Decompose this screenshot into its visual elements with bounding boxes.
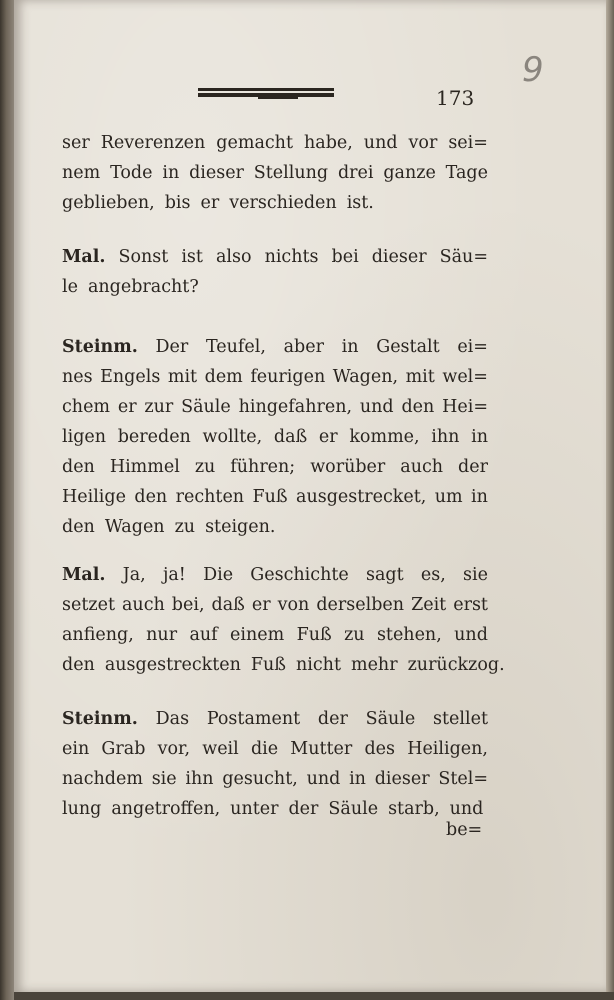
page-edge [606, 0, 614, 1000]
text-line: chem er zur Säule hingefahren, und den Hei= [62, 397, 488, 417]
text-line: ein Grab vor, weil die Mutter des Heiligen, [62, 739, 488, 759]
text-line: den ausgestreckten Fuß nicht mehr zurückzog. [62, 655, 505, 675]
speaker-name: Mal. [62, 247, 106, 267]
text-line: den Wagen zu steigen. [62, 517, 276, 537]
text-line: Mal. Ja, ja! Die Geschichte sagt es, sie [62, 560, 488, 590]
paragraph [62, 128, 488, 218]
text-line: Steinm. Der Teufel, aber in Gestalt ei= [62, 332, 488, 362]
text-line: lung angetroffen, unter der Säule starb, und [62, 799, 484, 819]
text-line: nem Tode in dieser Stellung drei ganze Tage [62, 163, 488, 183]
page-number: 173 [436, 86, 475, 110]
pencil-annotation: 9 [522, 50, 544, 90]
text-line: ligen bereden wollte, daß er komme, ihn in [62, 427, 488, 447]
speaker-name: Mal. [62, 565, 106, 585]
text-line: setzet auch bei, daß er von derselben Zeit erst [62, 595, 488, 615]
text-line: geblieben, bis er verschieden ist. [62, 193, 374, 213]
paragraph [62, 704, 488, 824]
text-line: Heilige den rechten Fuß ausgestrecket, um in [62, 487, 488, 507]
page-bottom-edge [14, 992, 614, 1000]
text-line: Steinm. Das Postament der Säule stellet [62, 704, 488, 734]
text-line: nes Engels mit dem feurigen Wagen, mit wel= [62, 367, 488, 387]
speaker-name: Steinm. [62, 337, 138, 357]
text-line: den Himmel zu führen; worüber auch der [62, 457, 488, 477]
header-ornament-rule [198, 88, 334, 100]
paragraph [62, 332, 488, 542]
text-line: nachdem sie ihn gesucht, und in dieser Stel= [62, 769, 488, 789]
text-line: ser Reverenzen gemacht habe, und vor sei= [62, 133, 488, 153]
book-gutter [0, 0, 14, 1000]
speaker-name: Steinm. [62, 709, 138, 729]
text-line: le angebracht? [62, 277, 199, 297]
catchword: be= [446, 820, 483, 840]
paragraph [62, 560, 505, 680]
paragraph [62, 242, 488, 302]
text-line: Mal. Sonst ist also nichts bei dieser Säu= [62, 242, 488, 272]
text-line: anfieng, nur auf einem Fuß zu stehen, und [62, 625, 488, 645]
